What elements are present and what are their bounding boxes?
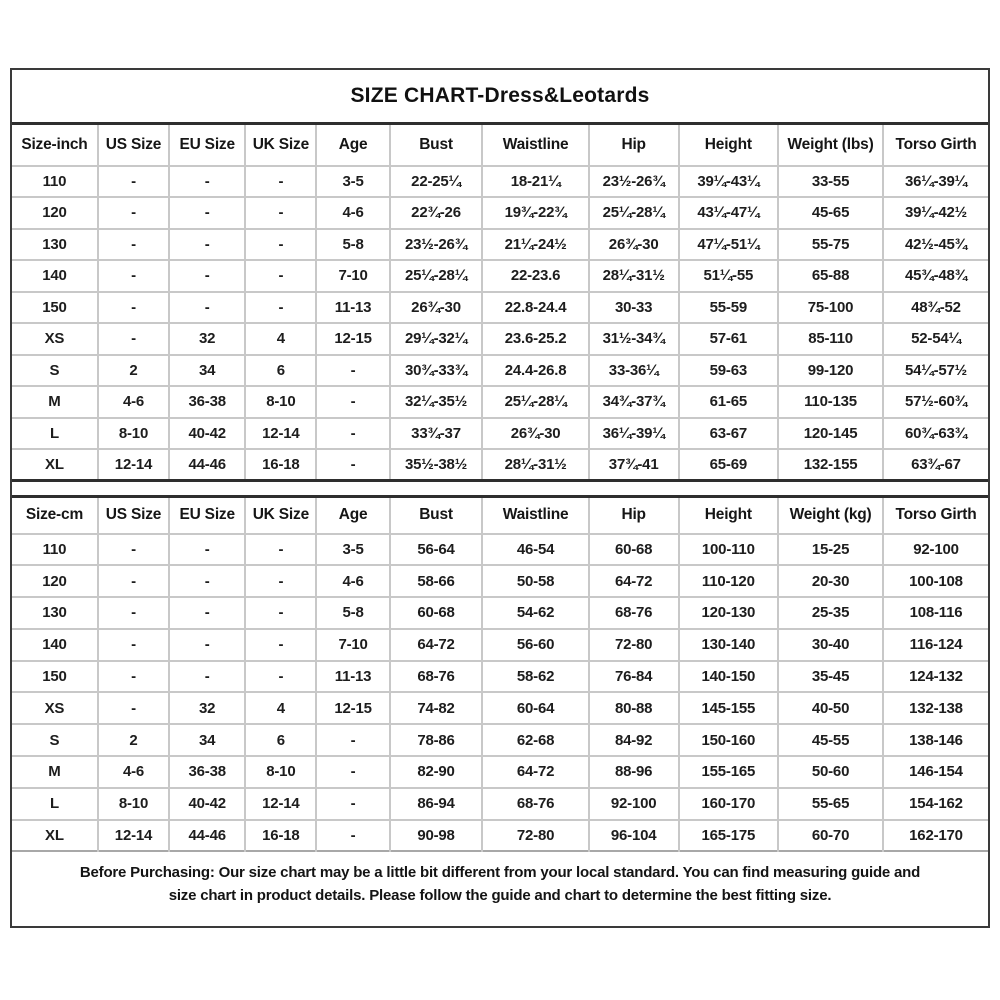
table-row xyxy=(12,565,988,597)
table-cell: 35½-38½ xyxy=(390,449,483,481)
table-cell: 99-120 xyxy=(778,355,883,387)
table-cell: - xyxy=(316,355,389,387)
table-cell: 60-70 xyxy=(778,820,883,852)
table-cell: 16-18 xyxy=(245,820,316,852)
table-cell: 45-65 xyxy=(778,197,883,229)
table-cell: 23½-26¾ xyxy=(390,229,483,261)
table-cell: 92-100 xyxy=(883,534,988,566)
table-cell: - xyxy=(169,534,245,566)
table-cell: 26¾-30 xyxy=(589,229,679,261)
table-cell: 130-140 xyxy=(679,629,779,661)
table-cell: - xyxy=(316,756,389,788)
table-cell: 3-5 xyxy=(316,166,389,198)
table-cell: 22-23.6 xyxy=(482,260,588,292)
table-cell: 110-135 xyxy=(778,386,883,418)
table-cell: 50-58 xyxy=(482,565,588,597)
table-cell: 15-25 xyxy=(778,534,883,566)
purchase-note-line: Before Purchasing: Our size chart may be a little bit different from your local standard. You can find measuring guide and xyxy=(79,864,921,882)
table-cell: 146-154 xyxy=(883,756,988,788)
table-cell: 82-90 xyxy=(390,756,483,788)
table-cell: 60-68 xyxy=(589,534,679,566)
table-cell: 150 xyxy=(12,661,98,693)
table-row xyxy=(12,260,988,292)
table-cell: 88-96 xyxy=(589,756,679,788)
table-cell: 162-170 xyxy=(883,820,988,852)
table-cell: - xyxy=(316,386,389,418)
table-cell: 42½-45¾ xyxy=(883,229,988,261)
table-cell: 21¼-24½ xyxy=(482,229,588,261)
table-cell: 4 xyxy=(245,692,316,724)
table-cell: - xyxy=(316,418,389,450)
table-cell: 22¾-26 xyxy=(390,197,483,229)
table-cell: 55-65 xyxy=(778,788,883,820)
table-cell: 160-170 xyxy=(679,788,779,820)
column-header: Bust xyxy=(390,497,483,534)
table-cell: 100-108 xyxy=(883,565,988,597)
column-header: Height xyxy=(679,497,779,534)
table-cell: 34 xyxy=(169,724,245,756)
table-cell: 60-68 xyxy=(390,597,483,629)
table-cell: 36¼-39¼ xyxy=(589,418,679,450)
table-cell: - xyxy=(169,197,245,229)
column-header: US Size xyxy=(98,497,169,534)
table-cell: 12-15 xyxy=(316,323,389,355)
table-cell: 12-14 xyxy=(245,788,316,820)
table-cell: - xyxy=(169,565,245,597)
table-cell: - xyxy=(98,197,169,229)
table-cell: 140-150 xyxy=(679,661,779,693)
table-cell: 8-10 xyxy=(98,418,169,450)
column-header: EU Size xyxy=(169,497,245,534)
table-row xyxy=(12,292,988,324)
table-cell: 85-110 xyxy=(778,323,883,355)
table-cell: - xyxy=(245,292,316,324)
table-cell: - xyxy=(245,597,316,629)
table-cell: 5-8 xyxy=(316,229,389,261)
table-cell: 39¼-43¼ xyxy=(679,166,779,198)
table-cell: 96-104 xyxy=(589,820,679,852)
table-cell: 56-60 xyxy=(482,629,588,661)
table-cell: 33-55 xyxy=(778,166,883,198)
table-cell: - xyxy=(245,534,316,566)
size-table-inch xyxy=(12,122,988,482)
table-cell: 63¾-67 xyxy=(883,449,988,481)
table-cell: 48¾-52 xyxy=(883,292,988,324)
table-cell: 80-88 xyxy=(589,692,679,724)
table-cell: 2 xyxy=(98,724,169,756)
table-cell: - xyxy=(169,229,245,261)
column-header: Age xyxy=(316,497,389,534)
table-cell: 58-62 xyxy=(482,661,588,693)
table-cell: 12-14 xyxy=(98,820,169,852)
table-row xyxy=(12,323,988,355)
column-header: Weight (lbs) xyxy=(778,124,883,166)
table-cell: 36-38 xyxy=(169,386,245,418)
table-cell: 130 xyxy=(12,229,98,261)
table-gap xyxy=(12,482,988,495)
table-cell: 39¼-42½ xyxy=(883,197,988,229)
table-cell: 130 xyxy=(12,597,98,629)
table-cell: 63-67 xyxy=(679,418,779,450)
table-cell: 72-80 xyxy=(482,820,588,852)
table-cell: 30¾-33¾ xyxy=(390,355,483,387)
table-cell: 24.4-26.8 xyxy=(482,355,588,387)
column-header: Size-cm xyxy=(25,506,84,524)
column-header: UK Size xyxy=(245,124,316,166)
table-cell: 12-14 xyxy=(245,418,316,450)
column-header: Age xyxy=(316,124,389,166)
table-cell: - xyxy=(98,565,169,597)
table-cell: 120-145 xyxy=(778,418,883,450)
table-cell: 28¼-31½ xyxy=(589,260,679,292)
table-cell: 120-130 xyxy=(679,597,779,629)
table-cell: 22-25¼ xyxy=(390,166,483,198)
table-cell: 124-132 xyxy=(883,661,988,693)
table-cell: 84-92 xyxy=(589,724,679,756)
table-row xyxy=(12,820,988,852)
table-cell: 25¼-28¼ xyxy=(390,260,483,292)
table-cell: S xyxy=(12,724,98,756)
table-cell: 54¼-57½ xyxy=(883,355,988,387)
purchase-note xyxy=(12,852,988,916)
table-cell: 61-65 xyxy=(679,386,779,418)
table-cell: 30-33 xyxy=(589,292,679,324)
table-cell: 72-80 xyxy=(589,629,679,661)
table-cell: XS xyxy=(12,323,98,355)
table-cell: 155-165 xyxy=(679,756,779,788)
table-cell: 29¼-32¼ xyxy=(390,323,483,355)
table-cell: 150-160 xyxy=(679,724,779,756)
table-cell: 74-82 xyxy=(390,692,483,724)
table-cell: 11-13 xyxy=(316,661,389,693)
table-cell: 46-54 xyxy=(482,534,588,566)
table-cell: 65-88 xyxy=(778,260,883,292)
table-cell: 51¼-55 xyxy=(679,260,779,292)
table-cell: 60-64 xyxy=(482,692,588,724)
table-cell: 68-76 xyxy=(390,661,483,693)
table-cell: 5-8 xyxy=(316,597,389,629)
table-cell: - xyxy=(245,565,316,597)
table-cell: 25¼-28¼ xyxy=(589,197,679,229)
table-cell: 132-138 xyxy=(883,692,988,724)
table-row xyxy=(12,386,988,418)
column-header: Weight (kg) xyxy=(778,497,883,534)
header-row xyxy=(12,124,988,166)
table-cell: - xyxy=(169,597,245,629)
table-cell: 57½-60¾ xyxy=(883,386,988,418)
table-row xyxy=(12,724,988,756)
table-cell: 33¾-37 xyxy=(390,418,483,450)
table-cell: 30-40 xyxy=(778,629,883,661)
table-cell: 108-116 xyxy=(883,597,988,629)
table-cell: 145-155 xyxy=(679,692,779,724)
table-cell: 8-10 xyxy=(245,386,316,418)
table-cell: 16-18 xyxy=(245,449,316,481)
table-cell: 57-61 xyxy=(679,323,779,355)
table-cell: 34¾-37¾ xyxy=(589,386,679,418)
table-cell: 45-55 xyxy=(778,724,883,756)
column-header: US Size xyxy=(98,124,169,166)
table-cell: 3-5 xyxy=(316,534,389,566)
table-cell: 11-13 xyxy=(316,292,389,324)
table-cell: 44-46 xyxy=(169,449,245,481)
table-cell: 40-42 xyxy=(169,788,245,820)
table-cell: 31½-34¾ xyxy=(589,323,679,355)
table-cell: 90-98 xyxy=(390,820,483,852)
table-cell: 110 xyxy=(12,534,98,566)
table-cell: - xyxy=(169,629,245,661)
table-cell: 8-10 xyxy=(245,756,316,788)
column-header: EU Size xyxy=(169,124,245,166)
table-cell: 23½-26¾ xyxy=(589,166,679,198)
table-cell: 43¼-47¼ xyxy=(679,197,779,229)
table-cell: 8-10 xyxy=(98,788,169,820)
table-cell: 26¾-30 xyxy=(482,418,588,450)
column-header: Height xyxy=(679,124,779,166)
table-cell: L xyxy=(12,418,98,450)
table-cell: 64-72 xyxy=(390,629,483,661)
size-chart-box xyxy=(10,68,990,928)
table-cell: 6 xyxy=(245,724,316,756)
table-cell: - xyxy=(245,197,316,229)
table-cell: 165-175 xyxy=(679,820,779,852)
table-cell: 78-86 xyxy=(390,724,483,756)
table-row xyxy=(12,166,988,198)
table-cell: L xyxy=(12,788,98,820)
table-cell: - xyxy=(98,260,169,292)
table-cell: 50-60 xyxy=(778,756,883,788)
page-title: SIZE CHART-Dress&Leotards xyxy=(350,84,650,107)
table-cell: 36¼-39¼ xyxy=(883,166,988,198)
table-cell: 4 xyxy=(245,323,316,355)
table-cell: XL xyxy=(12,449,98,481)
table-cell: 34 xyxy=(169,355,245,387)
table-cell: 120 xyxy=(12,565,98,597)
table-cell: 47¼-51¼ xyxy=(679,229,779,261)
table-cell: - xyxy=(245,229,316,261)
table-cell: 55-59 xyxy=(679,292,779,324)
table-cell: - xyxy=(316,820,389,852)
table-cell: 2 xyxy=(98,355,169,387)
table-cell: 12-15 xyxy=(316,692,389,724)
column-header: Torso Girth xyxy=(883,497,988,534)
table-cell: 6 xyxy=(245,355,316,387)
table-cell: 140 xyxy=(12,629,98,661)
table-cell: 58-66 xyxy=(390,565,483,597)
table-cell: - xyxy=(98,534,169,566)
column-header: Hip xyxy=(589,124,679,166)
table-cell: 64-72 xyxy=(482,756,588,788)
table-cell: 44-46 xyxy=(169,820,245,852)
table-cell: 52-54¼ xyxy=(883,323,988,355)
column-header: Size-inch xyxy=(21,135,88,153)
table-cell: XS xyxy=(12,692,98,724)
table-cell: 32 xyxy=(169,692,245,724)
table-row xyxy=(12,534,988,566)
table-cell: - xyxy=(169,292,245,324)
table-cell: 4-6 xyxy=(98,386,169,418)
table-cell: 32 xyxy=(169,323,245,355)
size-table-cm xyxy=(12,495,988,852)
table-row xyxy=(12,661,988,693)
table-row xyxy=(12,418,988,450)
column-header: Waistline xyxy=(482,124,588,166)
table-cell: 7-10 xyxy=(316,629,389,661)
table-cell: S xyxy=(12,355,98,387)
table-cell: - xyxy=(98,229,169,261)
table-cell: 40-42 xyxy=(169,418,245,450)
table-row xyxy=(12,449,988,481)
table-cell: 120 xyxy=(12,197,98,229)
table-cell: 35-45 xyxy=(778,661,883,693)
table-cell: - xyxy=(169,661,245,693)
table-cell: 65-69 xyxy=(679,449,779,481)
table-cell: 150 xyxy=(12,292,98,324)
table-cell: 23.6-25.2 xyxy=(482,323,588,355)
table-row xyxy=(12,629,988,661)
table-cell: - xyxy=(245,661,316,693)
column-header: Bust xyxy=(390,124,483,166)
table-cell: 4-6 xyxy=(316,197,389,229)
table-cell: 18-21¼ xyxy=(482,166,588,198)
table-cell: - xyxy=(245,629,316,661)
column-header: Waistline xyxy=(482,497,588,534)
table-cell: 59-63 xyxy=(679,355,779,387)
table-cell: 62-68 xyxy=(482,724,588,756)
table-cell: - xyxy=(316,724,389,756)
table-row xyxy=(12,229,988,261)
table-cell: 92-100 xyxy=(589,788,679,820)
table-cell: 110 xyxy=(12,166,98,198)
table-row xyxy=(12,597,988,629)
table-cell: 154-162 xyxy=(883,788,988,820)
table-cell: - xyxy=(169,166,245,198)
table-cell: - xyxy=(98,597,169,629)
purchase-note-line: size chart in product details. Please follow the guide and chart to determine the best fitting size. xyxy=(168,887,832,905)
table-cell: 40-50 xyxy=(778,692,883,724)
table-cell: 25-35 xyxy=(778,597,883,629)
table-cell: 36-38 xyxy=(169,756,245,788)
table-cell: 86-94 xyxy=(390,788,483,820)
table-cell: - xyxy=(98,629,169,661)
header-row xyxy=(12,497,988,534)
table-cell: 7-10 xyxy=(316,260,389,292)
table-cell: 76-84 xyxy=(589,661,679,693)
table-cell: XL xyxy=(12,820,98,852)
table-cell: 64-72 xyxy=(589,565,679,597)
table-row xyxy=(12,788,988,820)
table-cell: - xyxy=(98,323,169,355)
table-cell: 68-76 xyxy=(589,597,679,629)
table-cell: - xyxy=(316,788,389,820)
table-cell: - xyxy=(316,449,389,481)
table-cell: 45¾-48¾ xyxy=(883,260,988,292)
table-cell: 116-124 xyxy=(883,629,988,661)
table-cell: 20-30 xyxy=(778,565,883,597)
table-cell: 138-146 xyxy=(883,724,988,756)
table-cell: 25¼-28¼ xyxy=(482,386,588,418)
table-cell: 22.8-24.4 xyxy=(482,292,588,324)
table-cell: - xyxy=(245,166,316,198)
table-cell: 110-120 xyxy=(679,565,779,597)
table-cell: 26¾-30 xyxy=(390,292,483,324)
table-cell: 55-75 xyxy=(778,229,883,261)
table-cell: 75-100 xyxy=(778,292,883,324)
table-row xyxy=(12,197,988,229)
column-header: Torso Girth xyxy=(883,124,988,166)
column-header: UK Size xyxy=(245,497,316,534)
table-cell: 4-6 xyxy=(316,565,389,597)
table-cell: 19¾-22¾ xyxy=(482,197,588,229)
table-row xyxy=(12,756,988,788)
column-header: Hip xyxy=(589,497,679,534)
table-cell: 60¾-63¾ xyxy=(883,418,988,450)
table-cell: M xyxy=(12,386,98,418)
table-cell: 4-6 xyxy=(98,756,169,788)
table-cell: 140 xyxy=(12,260,98,292)
table-row xyxy=(12,692,988,724)
table-cell: 68-76 xyxy=(482,788,588,820)
table-cell: 33-36¼ xyxy=(589,355,679,387)
table-cell: - xyxy=(245,260,316,292)
table-cell: - xyxy=(98,166,169,198)
table-cell: - xyxy=(98,292,169,324)
table-cell: 32¼-35½ xyxy=(390,386,483,418)
table-cell: 12-14 xyxy=(98,449,169,481)
table-cell: 28¼-31½ xyxy=(482,449,588,481)
table-cell: - xyxy=(169,260,245,292)
table-cell: - xyxy=(98,692,169,724)
table-cell: 56-64 xyxy=(390,534,483,566)
table-cell: 100-110 xyxy=(679,534,779,566)
table-cell: 132-155 xyxy=(778,449,883,481)
table-row xyxy=(12,355,988,387)
table-cell: - xyxy=(98,661,169,693)
table-cell: M xyxy=(12,756,98,788)
table-cell: 37¾-41 xyxy=(589,449,679,481)
table-cell: 54-62 xyxy=(482,597,588,629)
